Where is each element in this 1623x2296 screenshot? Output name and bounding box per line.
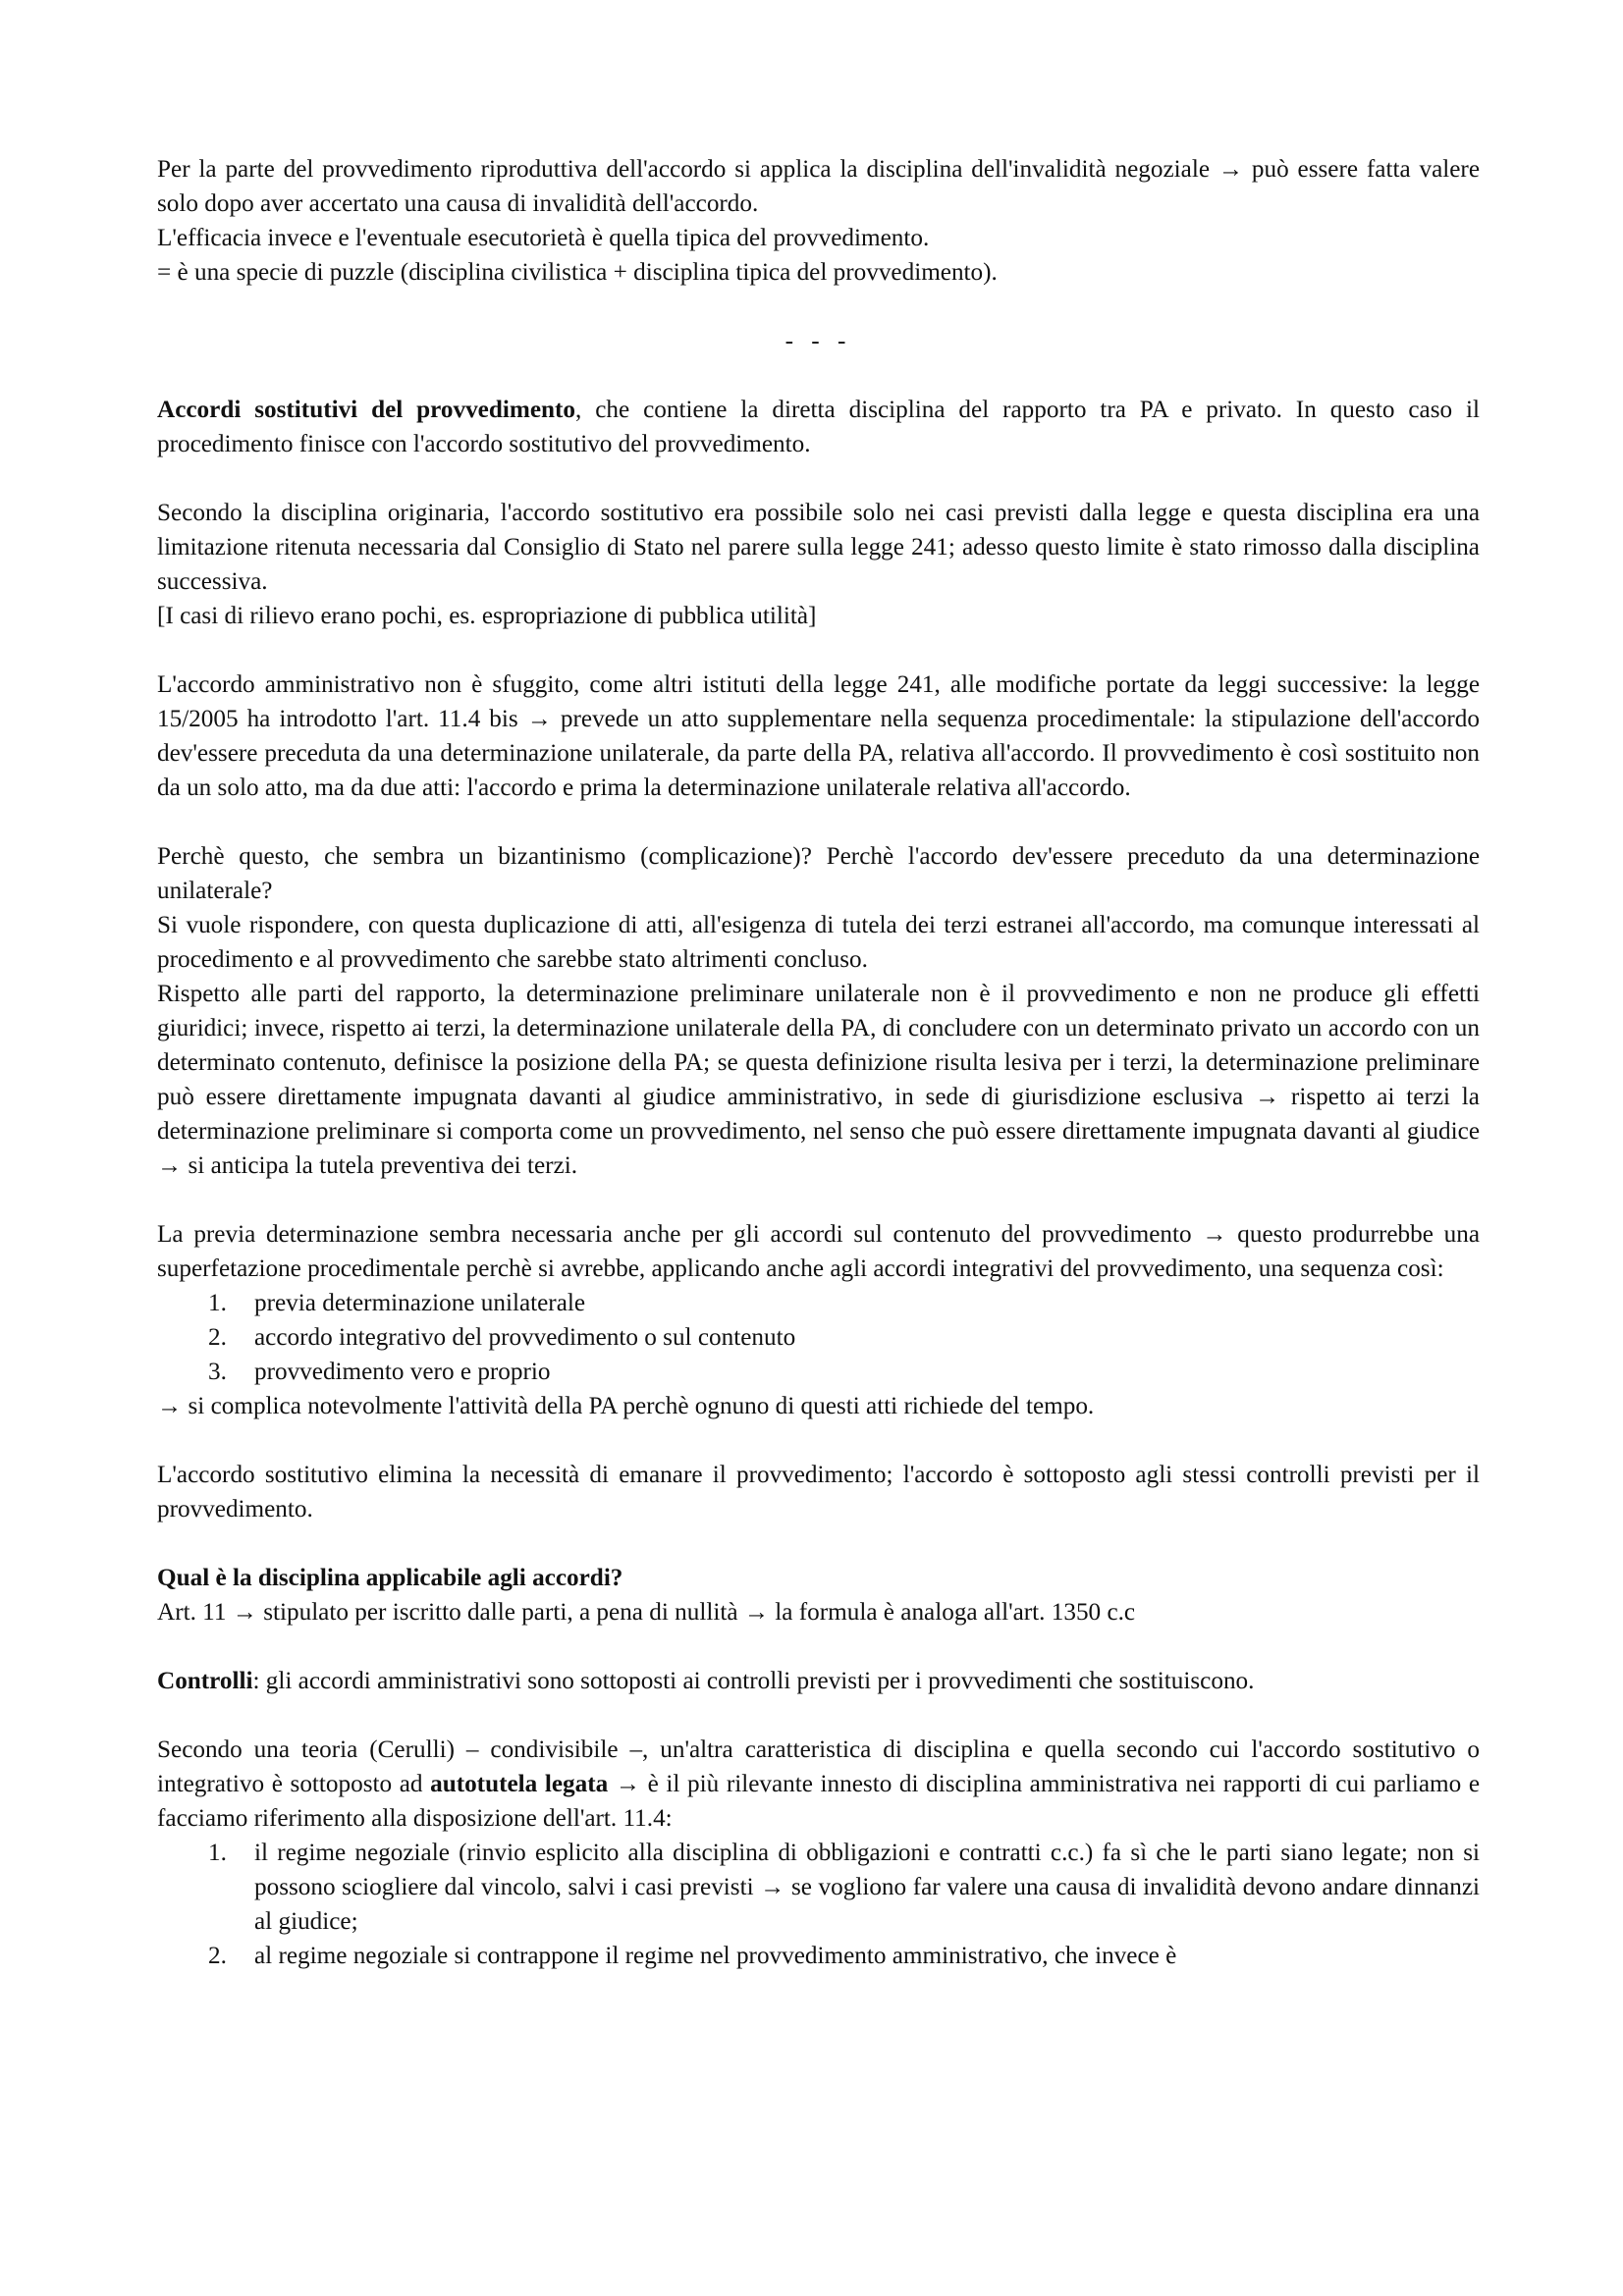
paragraph: Art. 11 → stipulato per iscritto dalle parti, a pena di nullità → la formula è analoga all'art. 1350 c.c bbox=[157, 1599, 1136, 1626]
list-item-text: al regime negoziale si contrappone il regime nel provvedimento amministrativo, che invece è bbox=[254, 1943, 1177, 1969]
paragraph: Per la parte del provvedimento riproduttiva dell'accordo si applica la disciplina dell'invalidità negoziale → può essere fatta valere solo dopo aver accertato una causa di invalidità dell'accordo. bbox=[157, 156, 1480, 217]
paragraph-text: , che contiene la diretta disciplina del rapporto tra PA e privato. In questo caso il procedimento finisce con l'accordo sostitutivo del provvedimento. bbox=[157, 397, 1481, 457]
paragraph: [I casi di rilievo erano pochi, es. espropriazione di pubblica utilità] bbox=[157, 603, 817, 629]
paragraph-text: : gli accordi amministrativi sono sottoposti ai controlli previsti per i provvedimenti che sostituiscono. bbox=[252, 1668, 1255, 1694]
list-item-text: il regime negoziale (rinvio esplicito alla disciplina di obbligazioni e contratti c.c.) fa sì che le parti siano legate; non si possono sciogliere dal vincolo, salvi i casi previsti → se vogliono far valere una causa di invalidità devono andare dinnanzi al giudice; bbox=[254, 1840, 1480, 1935]
heading-text: Qual è la disciplina applicabile agli accordi? bbox=[157, 1565, 623, 1591]
list-item bbox=[157, 1939, 1480, 1973]
bold-term: autotutela legata bbox=[430, 1771, 609, 1797]
list-item bbox=[157, 1355, 1480, 1389]
list-number: 1. bbox=[208, 1840, 227, 1866]
paragraph bbox=[157, 393, 1480, 461]
paragraph: Si vuole rispondere, con questa duplicazione di atti, all'esigenza di tutela dei terzi estranei all'accordo, ma comunque interessati al procedimento e al provvedimento che sarebbe stato altrimenti concluso. bbox=[157, 912, 1480, 973]
list-item-text: provvedimento vero e proprio bbox=[254, 1359, 551, 1385]
numbered-list bbox=[157, 1286, 1480, 1389]
paragraph: = è una specie di puzzle (disciplina civilistica + disciplina tipica del provvedimento). bbox=[157, 259, 998, 286]
paragraph: Secondo la disciplina originaria, l'accordo sostitutivo era possibile solo nei casi previsti dalla legge e questa disciplina era una limitazione ritenuta necessaria dal Consiglio di Stato nel parere sulla legge 241; adesso questo limite è stato rimosso dalla disciplina successiva. bbox=[157, 500, 1480, 595]
section-separator: - - - bbox=[784, 328, 852, 354]
list-number: 3. bbox=[208, 1359, 227, 1385]
list-item-text: previa determinazione unilaterale bbox=[254, 1290, 586, 1316]
paragraph: L'efficacia invece e l'eventuale esecutorietà è quella tipica del provvedimento. bbox=[157, 225, 930, 251]
list-item-text: accordo integrativo del provvedimento o sul contenuto bbox=[254, 1324, 796, 1351]
paragraph: Rispetto alle parti del rapporto, la determinazione preliminare unilaterale non è il provvedimento e non ne produce gli effetti giuridici; invece, rispetto ai terzi, la determinazione unilaterale della PA, di concludere con un determinato privato un accordo con un determinato contenuto, definisce la posizione della PA; se questa definizione risulta lesiva per i terzi, la determinazione preliminare può essere direttamente impugnata davanti al giudice amministrativo, in sede di giurisdizione esclusiva → rispetto ai terzi la determinazione preliminare si comporta come un provvedimento, nel senso che può essere direttamente impugnata davanti al giudice → si anticipa la tutela preventiva dei terzi. bbox=[157, 981, 1480, 1179]
numbered-list bbox=[157, 1836, 1480, 1973]
list-item bbox=[157, 1320, 1480, 1355]
paragraph: Perchè questo, che sembra un bizantinismo (complicazione)? Perchè l'accordo dev'essere preceduto da una determinazione unilaterale? bbox=[157, 843, 1480, 904]
paragraph: La previa determinazione sembra necessaria anche per gli accordi sul contenuto del provvedimento → questo produrrebbe una superfetazione procedimentale perchè si avrebbe, applicando anche agli accordi integrativi del provvedimento, una sequenza così: bbox=[157, 1221, 1480, 1282]
section-heading bbox=[157, 1561, 1480, 1595]
bold-term: Controlli bbox=[157, 1668, 253, 1694]
paragraph bbox=[157, 1664, 1480, 1698]
list-item bbox=[157, 1836, 1480, 1939]
paragraph-text: Secondo una teoria (Cerulli) – condivisibile –, un'altra caratteristica di disciplina e quella secondo cui l'accordo sostitutivo o integrativo è sottoposto ad bbox=[157, 1736, 1480, 1797]
paragraph-text: → è il più rilevante innesto di disciplina amministrativa nei rapporti di cui parliamo e facciamo riferimento alla disposizione dell'art. 11.4: bbox=[157, 1771, 1481, 1832]
paragraph bbox=[157, 1733, 1480, 1836]
list-number: 2. bbox=[208, 1324, 227, 1351]
list-number: 1. bbox=[208, 1290, 227, 1316]
bold-term: Accordi sostitutivi del provvedimento bbox=[157, 397, 576, 423]
paragraph: → si complica notevolmente l'attività della PA perchè ognuno di questi atti richiede del tempo. bbox=[157, 1393, 1095, 1419]
document-body bbox=[157, 152, 1480, 1973]
paragraph: L'accordo sostitutivo elimina la necessità di emanare il provvedimento; l'accordo è sottoposto agli stessi controlli previsti per il provvedimento. bbox=[157, 1462, 1480, 1522]
list-number: 2. bbox=[208, 1943, 227, 1969]
list-item bbox=[157, 1286, 1480, 1320]
paragraph: L'accordo amministrativo non è sfuggito, come altri istituti della legge 241, alle modifiche portate da leggi successive: la legge 15/2005 ha introdotto l'art. 11.4 bis → prevede un atto supplementare nella sequenza procedimentale: la stipulazione dell'accordo dev'essere preceduta da una determinazione unilaterale, da parte della PA, relativa all'accordo. Il provvedimento è così sostituito non da un solo atto, ma da due atti: l'accordo e prima la determinazione unilaterale relativa all'accordo. bbox=[157, 671, 1480, 801]
